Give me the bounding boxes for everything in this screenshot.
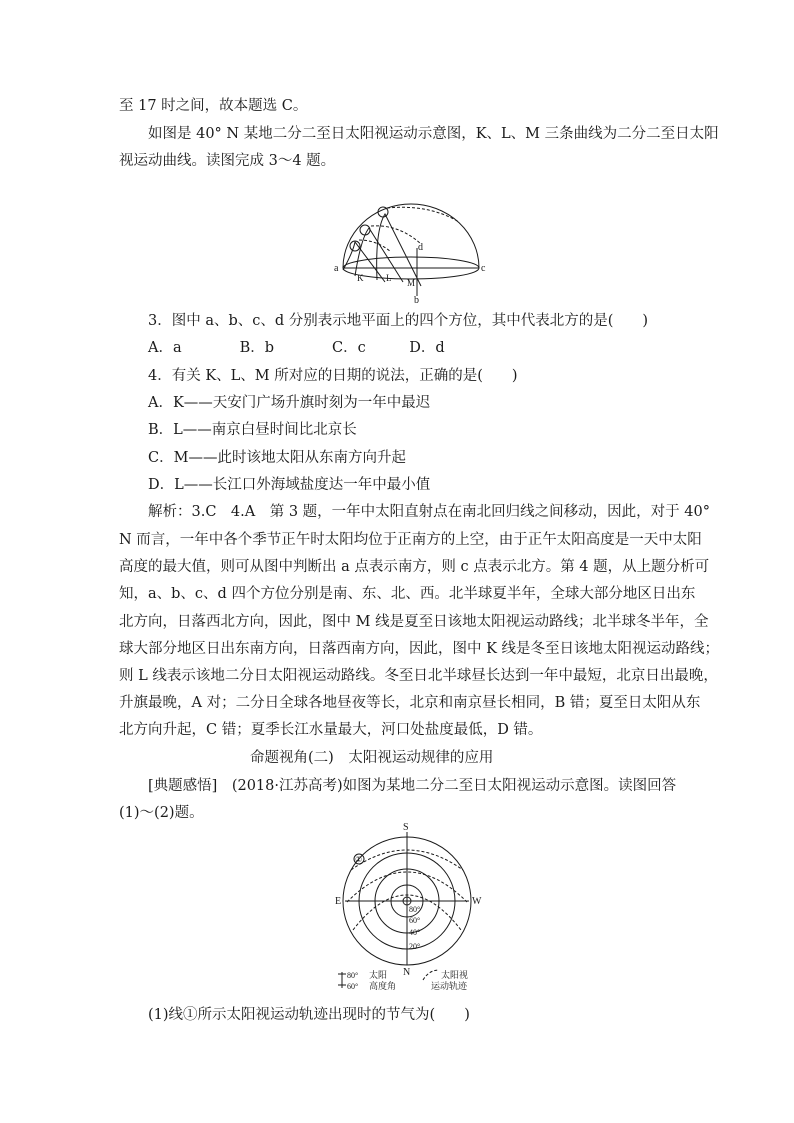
label-point: d <box>418 242 423 253</box>
explanation-line: 升旗最晚，A 对；二分日全球各地昼夜等长，北京和南京昼长相同，B 错；夏至日太阳从东 <box>119 695 701 711</box>
explanation-line: 高度的最大值，则可从图中判断出 a 点表示南方，则 c 点表示北方。第 4 题，从上题分析可 <box>119 559 710 575</box>
label-point: a <box>334 263 339 274</box>
legend-path-symbol <box>423 970 439 980</box>
legend-alt-label: 太阳 <box>369 970 388 980</box>
sun-arc-dashed <box>359 240 391 252</box>
label-point: b <box>414 295 419 305</box>
sun-icon <box>360 225 370 235</box>
altitude-label: 80° <box>409 905 421 914</box>
question-4: 4．有关 K、L、M 所对应的日期的说法，正确的是( ) <box>148 368 518 384</box>
altitude-label: 40° <box>409 928 421 937</box>
question-4-option-c: C．M——此时该地太阳从东南方向升起 <box>148 450 406 466</box>
altitude-label: 20° <box>409 942 421 951</box>
sun-icon <box>378 207 388 217</box>
direction-label: W <box>472 896 482 907</box>
section-heading: 命题视角(二) 太阳视运动规律的应用 <box>250 750 494 766</box>
label-curve: K <box>357 273 364 283</box>
legend-path-label: 运动轨迹 <box>431 981 468 991</box>
question-3-options: A．a B．b C．c D．d <box>148 340 445 356</box>
example-intro: (1)～(2)题。 <box>119 805 204 821</box>
question-3: 3．图中 a、b、c、d 分别表示地平面上的四个方位，其中代表北方的是( ) <box>148 313 649 329</box>
label-point: c <box>481 263 486 274</box>
marker-label: ① <box>355 855 363 864</box>
direction-label: N <box>403 967 411 978</box>
explanation-line: 北方向，日落西北方向，因此，图中 M 线是夏至日该地太阳视运动路线；北半球冬半年，全 <box>119 614 709 630</box>
legend-alt-value: 80° <box>347 971 359 980</box>
explanation-line: 球大部分地区日出东南方向，日落西南方向，因此，图中 K 线是冬至日该地太阳视运动路线； <box>119 641 720 657</box>
label-curve: M <box>407 278 416 288</box>
explanation-line: 解析：3.C 4.A 第 3 题，一年中太阳直射点在南北回归线之间移动，因此，对于 40° <box>148 504 710 520</box>
explanation-line: N 而言，一年中各个季节正午时太阳均位于正南方的上空，由于正午太阳高度是一天中太阳 <box>119 532 702 548</box>
text-line: 至 17 时之间，故本题选 C。 <box>119 98 308 114</box>
legend-alt-value: 60° <box>347 982 359 991</box>
question-4-option-d: D．L——长江口外海域盐度达一年中最小值 <box>148 477 431 493</box>
question-4-option-b: B．L——南京白昼时间比北京长 <box>148 422 357 438</box>
legend-path-label: 太阳视 <box>441 970 469 980</box>
altitude-label: 60° <box>409 916 421 925</box>
explanation-line: 则 L 线表示该地二分日太阳视运动路线。冬至日北半球昼长达到一年中最短，北京日出最晚， <box>119 668 718 684</box>
text-line: 视运动曲线。读图完成 3～4 题。 <box>119 153 336 169</box>
sun-path-figure-2 <box>325 822 500 1000</box>
question-4-option-a: A．K——天安门广场升旗时刻为一年中最迟 <box>148 395 431 411</box>
explanation-line: 北方向升起，C 错；夏季长江水量最大，河口处盐度最低，D 错。 <box>119 722 543 738</box>
direction-label: E <box>335 896 342 907</box>
explanation-line: 知，a、b、c、d 四个方位分别是南、东、北、西。北半球夏半年，全球大部分地区日出东 <box>119 586 696 602</box>
sun-path-figure-1 <box>325 190 495 305</box>
legend-alt-label: 高度角 <box>369 981 397 991</box>
text-line: 如图是 40° N 某地二分二至日太阳视运动示意图，K、L、M 三条曲线为二分二至日太阳 <box>148 126 719 142</box>
example-intro: [典题感悟] (2018·江苏高考)如图为某地二分二至日太阳视运动示意图。读图回答 <box>148 778 677 794</box>
direction-label: S <box>403 822 409 833</box>
label-curve: L <box>386 273 392 283</box>
sub-question-1: (1)线①所示太阳视运动轨迹出现时的节气为( ) <box>148 1007 470 1023</box>
